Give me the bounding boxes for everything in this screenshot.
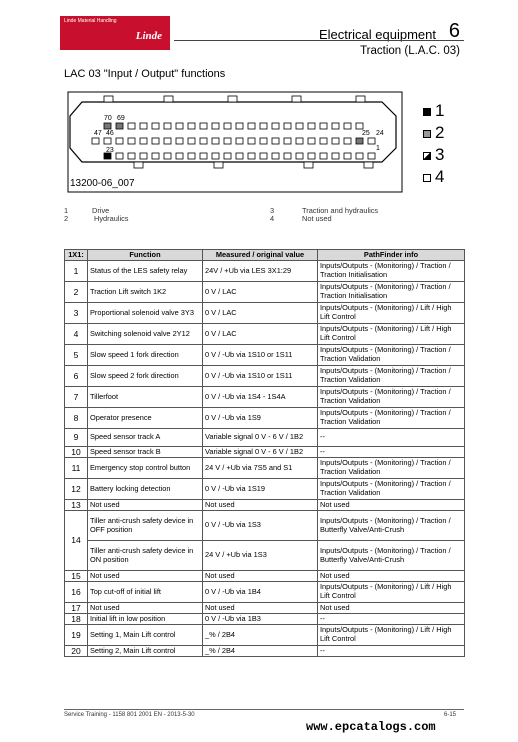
cell-function: Setting 2, Main Lift control <box>88 646 203 657</box>
cell-info: -- <box>318 429 465 447</box>
pin-label-24: 24 <box>376 130 384 137</box>
filled-square-icon <box>423 108 431 116</box>
connector-pin <box>164 123 171 129</box>
connector-pin <box>140 123 147 129</box>
cell-value: Not used <box>203 500 318 511</box>
cell-value: 0 V / -Ub via 1S10 or 1S11 <box>203 366 318 387</box>
function-label-1: Drive <box>92 206 110 215</box>
connector-pin <box>140 153 147 159</box>
cell-info: Inputs/Outputs - (Monitoring) / Traction / Traction Validation <box>318 387 465 408</box>
connector-tab <box>228 96 237 102</box>
function-label-3: Traction and hydraulics <box>302 206 379 215</box>
connector-pin <box>212 123 219 129</box>
cell-value: 24 V / +Ub via 1S3 <box>203 541 318 571</box>
connector-tab <box>364 162 373 168</box>
cell-pin: 10 <box>65 447 88 458</box>
cell-pin: 8 <box>65 408 88 429</box>
connector-pin <box>104 138 111 144</box>
connector-pin <box>152 138 159 144</box>
connector-pin <box>356 123 363 129</box>
connector-pin <box>188 153 195 159</box>
header-divider <box>174 40 464 41</box>
connector-pin <box>248 123 255 129</box>
table-row <box>65 366 465 387</box>
cell-function: Initial lift in low position <box>88 614 203 625</box>
connector-pin <box>176 123 183 129</box>
cell-info: Inputs/Outputs - (Monitoring) / Traction / Traction Validation <box>318 408 465 429</box>
connector-pin <box>296 138 303 144</box>
pin-label-47: 47 <box>94 130 102 137</box>
cell-value: Not used <box>203 603 318 614</box>
cell-pin: 2 <box>65 282 88 303</box>
section-title: LAC 03 "Input / Output" functions <box>64 68 226 80</box>
cell-function: Operator presence <box>88 408 203 429</box>
connector-pin <box>356 138 363 144</box>
connector-tab <box>304 162 313 168</box>
cell-pin: 13 <box>65 500 88 511</box>
connector-drawing <box>64 86 416 194</box>
cell-info: Inputs/Outputs - (Monitoring) / Lift / High Lift Control <box>318 582 465 603</box>
table-row <box>65 479 465 500</box>
pin-label-23: 23 <box>106 147 114 154</box>
table-body <box>65 261 465 657</box>
pin-label-69: 69 <box>117 115 125 122</box>
function-label-4: Not used <box>302 214 332 223</box>
cell-value: Variable signal 0 V - 6 V / 1B2 <box>203 447 318 458</box>
cell-function: Battery locking detection <box>88 479 203 500</box>
cell-pin: 1 <box>65 261 88 282</box>
col-header-function: Function <box>88 250 203 261</box>
grey-square-icon <box>423 130 431 138</box>
connector-pin <box>296 153 303 159</box>
cell-value: 0 V / -Ub via 1S4 - 1S4A <box>203 387 318 408</box>
cell-function: Speed sensor track A <box>88 429 203 447</box>
cell-info: Inputs/Outputs - (Monitoring) / Traction / Traction Validation <box>318 458 465 479</box>
cell-value: _% / 2B4 <box>203 646 318 657</box>
connector-pin <box>308 123 315 129</box>
connector-pin <box>164 138 171 144</box>
half-filled-square-icon <box>423 152 431 160</box>
connector-pin <box>320 138 327 144</box>
connector-pin <box>152 123 159 129</box>
connector-diagram <box>64 86 416 194</box>
pin-label-46: 46 <box>106 130 114 137</box>
pin-label-25: 25 <box>362 130 370 137</box>
cell-function: Top cut-off of initial lift <box>88 582 203 603</box>
table-row <box>65 303 465 324</box>
col-header-pin: 1X1: <box>65 250 88 261</box>
connector-pin <box>212 138 219 144</box>
page-number: 6-15 <box>444 712 457 718</box>
connector-pin <box>128 153 135 159</box>
connector-pin <box>116 153 123 159</box>
function-num-1: 1 <box>64 206 69 215</box>
connector-pin <box>188 138 195 144</box>
table-row <box>65 582 465 603</box>
cell-function: Slow speed 1 fork direction <box>88 345 203 366</box>
linde-logo <box>60 16 170 50</box>
connector-pin <box>284 123 291 129</box>
cell-value: 24 V / +Ub via 7S5 and S1 <box>203 458 318 479</box>
connector-pin <box>200 153 207 159</box>
table-row <box>65 429 465 447</box>
cell-pin: 9 <box>65 429 88 447</box>
cell-pin: 15 <box>65 571 88 582</box>
connector-pin <box>164 153 171 159</box>
cell-function: Proportional solenoid valve 3Y3 <box>88 303 203 324</box>
cell-pin: 3 <box>65 303 88 324</box>
function-num-4: 4 <box>270 214 275 223</box>
table-row <box>65 603 465 614</box>
chapter-number: 6 <box>448 20 460 42</box>
connector-pin <box>332 123 339 129</box>
cell-function: Traction Lift switch 1K2 <box>88 282 203 303</box>
cell-info: Inputs/Outputs - (Monitoring) / Traction / Traction Validation <box>318 479 465 500</box>
col-header-info: PathFinder info <box>318 250 465 261</box>
connector-pin <box>188 123 195 129</box>
cell-value: 0 V / -Ub via 1B4 <box>203 582 318 603</box>
connector-pin <box>296 123 303 129</box>
connector-pin <box>224 123 231 129</box>
cell-function: Not used <box>88 500 203 511</box>
connector-pin <box>224 138 231 144</box>
connector-pin <box>272 138 279 144</box>
connector-pin <box>140 138 147 144</box>
connector-pin <box>248 138 255 144</box>
table-row <box>65 614 465 625</box>
cell-value: 0 V / -Ub via 1S10 or 1S11 <box>203 345 318 366</box>
cell-function: Tillerfoot <box>88 387 203 408</box>
diagram-caption: 13200-06_007 <box>70 178 135 189</box>
cell-function: Tiller anti-crush safety device in ON position <box>88 541 203 571</box>
cell-info: Inputs/Outputs - (Monitoring) / Traction / Traction Validation <box>318 366 465 387</box>
connector-pin <box>284 138 291 144</box>
connector-pin <box>248 153 255 159</box>
cell-value: 0 V / -Ub via 1S3 <box>203 511 318 541</box>
connector-pin <box>176 153 183 159</box>
cell-pin: 6 <box>65 366 88 387</box>
table-row <box>65 324 465 345</box>
cell-pin: 14 <box>65 511 88 571</box>
cell-value: 0 V / -Ub via 1S19 <box>203 479 318 500</box>
connector-pin <box>356 153 363 159</box>
table-row <box>65 261 465 282</box>
connector-pin <box>260 123 267 129</box>
connector-pin <box>260 153 267 159</box>
table-row <box>65 511 465 541</box>
cell-function: Tiller anti-crush safety device in OFF position <box>88 511 203 541</box>
connector-tab <box>214 162 223 168</box>
table-row <box>65 541 465 571</box>
header-subtitle: Traction (L.A.C. 03) <box>360 45 460 57</box>
table-row <box>65 646 465 657</box>
function-num-3: 3 <box>270 206 275 215</box>
empty-square-icon <box>423 174 431 182</box>
cell-value: 24V / +Ub via LES 3X1:29 <box>203 261 318 282</box>
connector-pin <box>128 138 135 144</box>
cell-value: 0 V / -Ub via 1S9 <box>203 408 318 429</box>
cell-pin: 7 <box>65 387 88 408</box>
cell-info: Inputs/Outputs - (Monitoring) / Traction / Traction Initialisation <box>318 261 465 282</box>
col-header-value: Measured / original value <box>203 250 318 261</box>
function-num-2: 2 <box>64 214 69 223</box>
connector-tab <box>356 96 365 102</box>
table-row <box>65 345 465 366</box>
cell-value: 0 V / LAC <box>203 282 318 303</box>
table-row <box>65 447 465 458</box>
connector-pin <box>272 153 279 159</box>
cell-pin: 20 <box>65 646 88 657</box>
connector-pin <box>344 123 351 129</box>
connector-pin <box>260 138 267 144</box>
cell-value: 0 V / LAC <box>203 303 318 324</box>
connector-pin <box>236 138 243 144</box>
io-functions-table <box>64 249 465 657</box>
cell-info: Inputs/Outputs - (Monitoring) / Lift / High Lift Control <box>318 625 465 646</box>
connector-pin <box>236 153 243 159</box>
connector-pin <box>320 153 327 159</box>
connector-pin <box>320 123 327 129</box>
connector-pin <box>308 138 315 144</box>
pin-label-1: 1 <box>376 145 380 152</box>
watermark: www.epcatalogs.com <box>306 720 436 734</box>
cell-value: Not used <box>203 571 318 582</box>
table-row <box>65 625 465 646</box>
connector-pin <box>212 153 219 159</box>
cell-info: Inputs/Outputs - (Monitoring) / Traction / Traction Initialisation <box>318 282 465 303</box>
connector-pin <box>236 123 243 129</box>
cell-info: Not used <box>318 571 465 582</box>
cell-info: -- <box>318 614 465 625</box>
cell-pin: 16 <box>65 582 88 603</box>
pin-label-70: 70 <box>104 115 112 122</box>
connector-pin <box>104 123 111 129</box>
connector-pin <box>332 153 339 159</box>
connector-tab <box>104 96 113 102</box>
cell-pin: 4 <box>65 324 88 345</box>
cell-value: 0 V / LAC <box>203 324 318 345</box>
connector-pin <box>284 153 291 159</box>
table-row <box>65 458 465 479</box>
cell-function: Not used <box>88 603 203 614</box>
cell-function: Switching solenoid valve 2Y12 <box>88 324 203 345</box>
connector-pin <box>272 123 279 129</box>
connector-pin <box>128 123 135 129</box>
connector-pin <box>344 153 351 159</box>
logo-company: Linde Material Handling <box>64 18 117 24</box>
connector-pin <box>116 138 123 144</box>
table-row <box>65 387 465 408</box>
cell-info: Inputs/Outputs - (Monitoring) / Lift / High Lift Control <box>318 324 465 345</box>
connector-pin <box>152 153 159 159</box>
connector-pin <box>92 138 99 144</box>
logo-brand: Linde <box>135 30 162 42</box>
connector-tab <box>134 162 143 168</box>
header-title: Electrical equipment <box>318 27 436 42</box>
table-row <box>65 408 465 429</box>
cell-info: Inputs/Outputs - (Monitoring) / Traction / Butterfly Valve/Anti-Crush <box>318 541 465 571</box>
cell-value: _% / 2B4 <box>203 625 318 646</box>
connector-tab <box>164 96 173 102</box>
connector-pin <box>368 138 375 144</box>
connector-pin <box>200 123 207 129</box>
connector-pin <box>116 123 123 129</box>
function-label-2: Hydraulics <box>94 214 129 223</box>
cell-function: Emergency stop control button <box>88 458 203 479</box>
cell-function: Not used <box>88 571 203 582</box>
table-row <box>65 500 465 511</box>
table-row <box>65 282 465 303</box>
footer-divider <box>64 709 464 710</box>
cell-info: Inputs/Outputs - (Monitoring) / Lift / High Lift Control <box>318 303 465 324</box>
cell-function: Setting 1, Main Lift control <box>88 625 203 646</box>
cell-info: Inputs/Outputs - (Monitoring) / Traction / Traction Validation <box>318 345 465 366</box>
cell-pin: 19 <box>65 625 88 646</box>
cell-info: Not used <box>318 500 465 511</box>
connector-tab <box>292 96 301 102</box>
footer-text: Service Training - 1158 801 2001 EN - 2013-5-30 <box>64 712 195 718</box>
connector-pin <box>176 138 183 144</box>
cell-info: -- <box>318 447 465 458</box>
connector-pin <box>344 138 351 144</box>
cell-value: Variable signal 0 V - 6 V / 1B2 <box>203 429 318 447</box>
cell-pin: 17 <box>65 603 88 614</box>
connector-pin <box>224 153 231 159</box>
connector-pin <box>200 138 207 144</box>
cell-pin: 12 <box>65 479 88 500</box>
cell-info: Inputs/Outputs - (Monitoring) / Traction / Butterfly Valve/Anti-Crush <box>318 511 465 541</box>
cell-pin: 18 <box>65 614 88 625</box>
cell-function: Speed sensor track B <box>88 447 203 458</box>
cell-function: Status of the LES safety relay <box>88 261 203 282</box>
cell-pin: 5 <box>65 345 88 366</box>
connector-pin <box>308 153 315 159</box>
connector-pin <box>332 138 339 144</box>
cell-function: Slow speed 2 fork direction <box>88 366 203 387</box>
table-row <box>65 571 465 582</box>
cell-pin: 11 <box>65 458 88 479</box>
connector-pin <box>368 153 375 159</box>
table-header-row <box>65 250 465 261</box>
cell-value: 0 V / -Ub via 1B3 <box>203 614 318 625</box>
cell-info: -- <box>318 646 465 657</box>
cell-info: Not used <box>318 603 465 614</box>
